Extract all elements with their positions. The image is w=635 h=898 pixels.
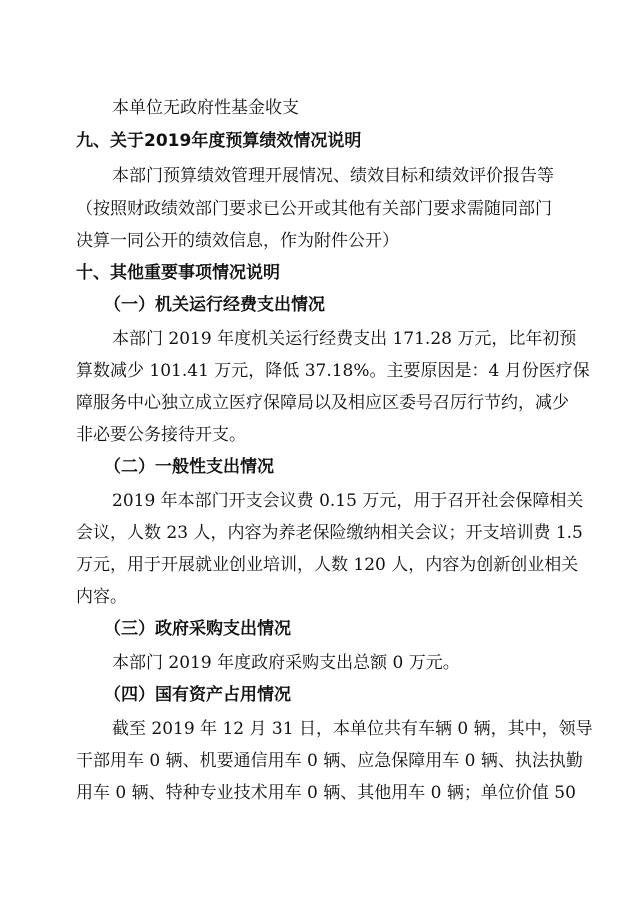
paragraph-line: 本部门 2019 年度机关运行经费支出 171.28 万元，比年初预 <box>112 329 577 349</box>
section-heading-10: 十、其他重要事项情况说明 <box>76 263 280 283</box>
paragraph-line: 截至 2019 年 12 月 31 日，本单位共有车辆 0 辆，其中，领导 <box>112 719 593 739</box>
paragraph-line: 非必要公务接待开支。 <box>76 425 246 445</box>
paragraph-line: 干部用车 0 辆、机要通信用车 0 辆、应急保障用车 0 辆、执法执勤 <box>76 751 583 771</box>
paragraph-line: 内容。 <box>76 587 127 607</box>
subsection-heading-4: （四）国有资产占用情况 <box>104 685 291 705</box>
paragraph-line: 2019 年本部门开支会议费 0.15 万元，用于召开社会保障相关 <box>112 491 584 511</box>
paragraph-line: 本部门 2019 年度政府采购支出总额 0 万元。 <box>112 653 460 673</box>
paragraph-line: （按照财政绩效部门要求已公开或其他有关部门要求需随同部门 <box>76 199 552 219</box>
paragraph-line: 算数减少 101.41 万元，降低 37.18%。主要原因是：4 月份医疗保 <box>76 361 590 381</box>
section-heading-9: 九、关于2019年度预算绩效情况说明 <box>76 131 362 151</box>
paragraph-line: 障服务中心独立成立医疗保障局以及相应区委号召厉行节约，减少 <box>76 393 569 413</box>
paragraph-line: 万元，用于开展就业创业培训，人数 120 人，内容为创新创业相关 <box>76 555 579 575</box>
paragraph-line: 本部门预算绩效管理开展情况、绩效目标和绩效评价报告等 <box>112 166 554 186</box>
paragraph-line: 本单位无政府性基金收支 <box>112 98 299 118</box>
paragraph-line: 会议，人数 23 人，内容为养老保险缴纳相关会议；开支培训费 1.5 <box>76 523 583 543</box>
subsection-heading-3: （三）政府采购支出情况 <box>104 619 291 639</box>
subsection-heading-1: （一）机关运行经费支出情况 <box>104 295 325 315</box>
paragraph-line: 用车 0 辆、特种专业技术用车 0 辆、其他用车 0 辆；单位价值 50 <box>76 783 576 803</box>
paragraph-line: 决算一同公开的绩效信息，作为附件公开） <box>76 231 399 251</box>
subsection-heading-2: （二）一般性支出情况 <box>104 457 274 477</box>
